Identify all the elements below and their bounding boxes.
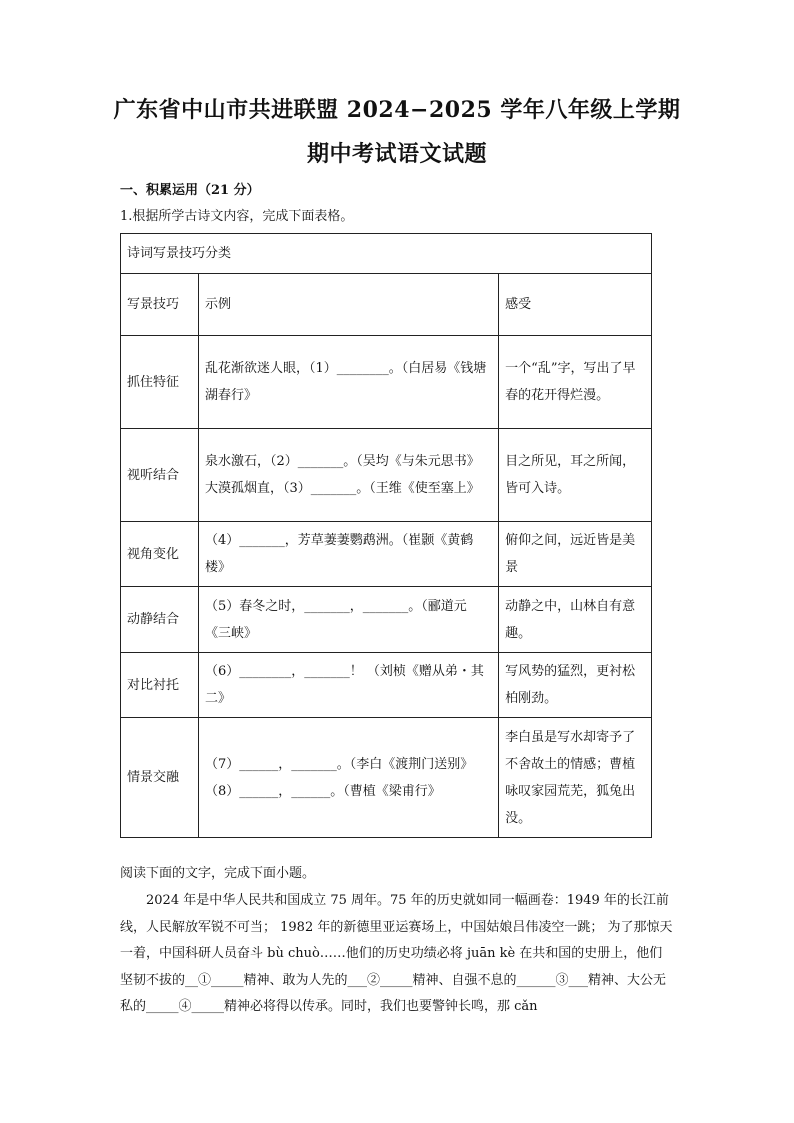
table-header: 感受	[499, 274, 652, 336]
feeling-cell: 一个“乱”字，写出了早春的花开得烂漫。	[499, 336, 652, 429]
table-caption: 诗词写景技巧分类	[121, 234, 652, 274]
example-cell: （4）_______，芳草萋萋鹦鹉洲。（崔颢《黄鹤楼》	[199, 522, 499, 587]
question-1-prompt: 1.根据所学古诗文内容，完成下面表格。	[120, 209, 354, 224]
passage-intro: 阅读下面的文字，完成下面小题。	[120, 866, 316, 881]
example-cell: （5）春冬之时，_______，_______。（郦道元《三峡》	[199, 587, 499, 653]
technique-cell: 抓住特征	[121, 336, 199, 429]
table-row	[121, 429, 652, 522]
table-header: 写景技巧	[121, 274, 199, 336]
poem-technique-table	[120, 233, 652, 838]
exam-title-line1: 广东省中山市共进联盟 2024−2025 学年八年级上学期	[113, 97, 681, 123]
example-cell: 泉水激石，（2）_______。（吴均《与朱元思书》 大漠孤烟直，（3）_______。（王维《使至塞上》	[199, 429, 499, 522]
example-line: （8）______，______。（曹植《梁甫行》	[205, 783, 441, 799]
section-heading: 一、积累运用（21 分）	[120, 183, 260, 198]
table-row	[121, 653, 652, 718]
feeling-cell: 写风势的猛烈，更衬松柏刚劲。	[499, 653, 652, 718]
table-row	[121, 522, 652, 587]
example-cell	[199, 718, 499, 838]
example-cell: 乱花渐欲迷人眼，（1）________。（白居易《钱塘湖春行》	[199, 336, 499, 429]
table-row	[121, 718, 652, 838]
technique-cell: 动静结合	[121, 587, 199, 653]
technique-cell: 视听结合	[121, 429, 199, 522]
technique-cell: 情景交融	[121, 718, 199, 838]
technique-cell: 视角变化	[121, 522, 199, 587]
table-row	[121, 336, 652, 429]
technique-cell: 对比衬托	[121, 653, 199, 718]
feeling-cell: 动静之中，山林自有意趣。	[499, 587, 652, 653]
exam-title-line2: 期中考试语文试题	[306, 141, 487, 167]
feeling-cell: 李白虽是写水却寄予了不舍故土的情感；曹植咏叹家园荒芜，狐兔出没。	[499, 718, 652, 838]
feeling-cell: 俯仰之间，远近皆是美景	[499, 522, 652, 587]
table-header: 示例	[199, 274, 499, 336]
example-cell: （6）________，_______！ （刘桢《赠从弟・其二》	[199, 653, 499, 718]
feeling-cell: 目之所见，耳之所闻，皆可入诗。	[499, 429, 652, 522]
table-row	[121, 587, 652, 653]
example-line: （7）______，_______。（李白《渡荆门送别》	[205, 756, 474, 772]
reading-passage: 2024 年是中华人民共和国成立 75 周年。75 年的历史就如同一幅画卷：1949 年的长江前线，人民解放军锐不可当； 1982 年的新德里亚运赛场上，中国姑娘吕伟凌空一跳； 为了那惊天一着，中国科研人员奋斗 bù chuò……他们的历史功绩必将 juān kè 在共和国的史册上，他们坚韧不拔的__①_____精神、敢为人先的___②_____精神、自强不息的______③___精神、大公无私的_____④_____精神必将得以传承。同时，我们也要警钟长鸣，那 cǎn	[120, 893, 673, 1014]
